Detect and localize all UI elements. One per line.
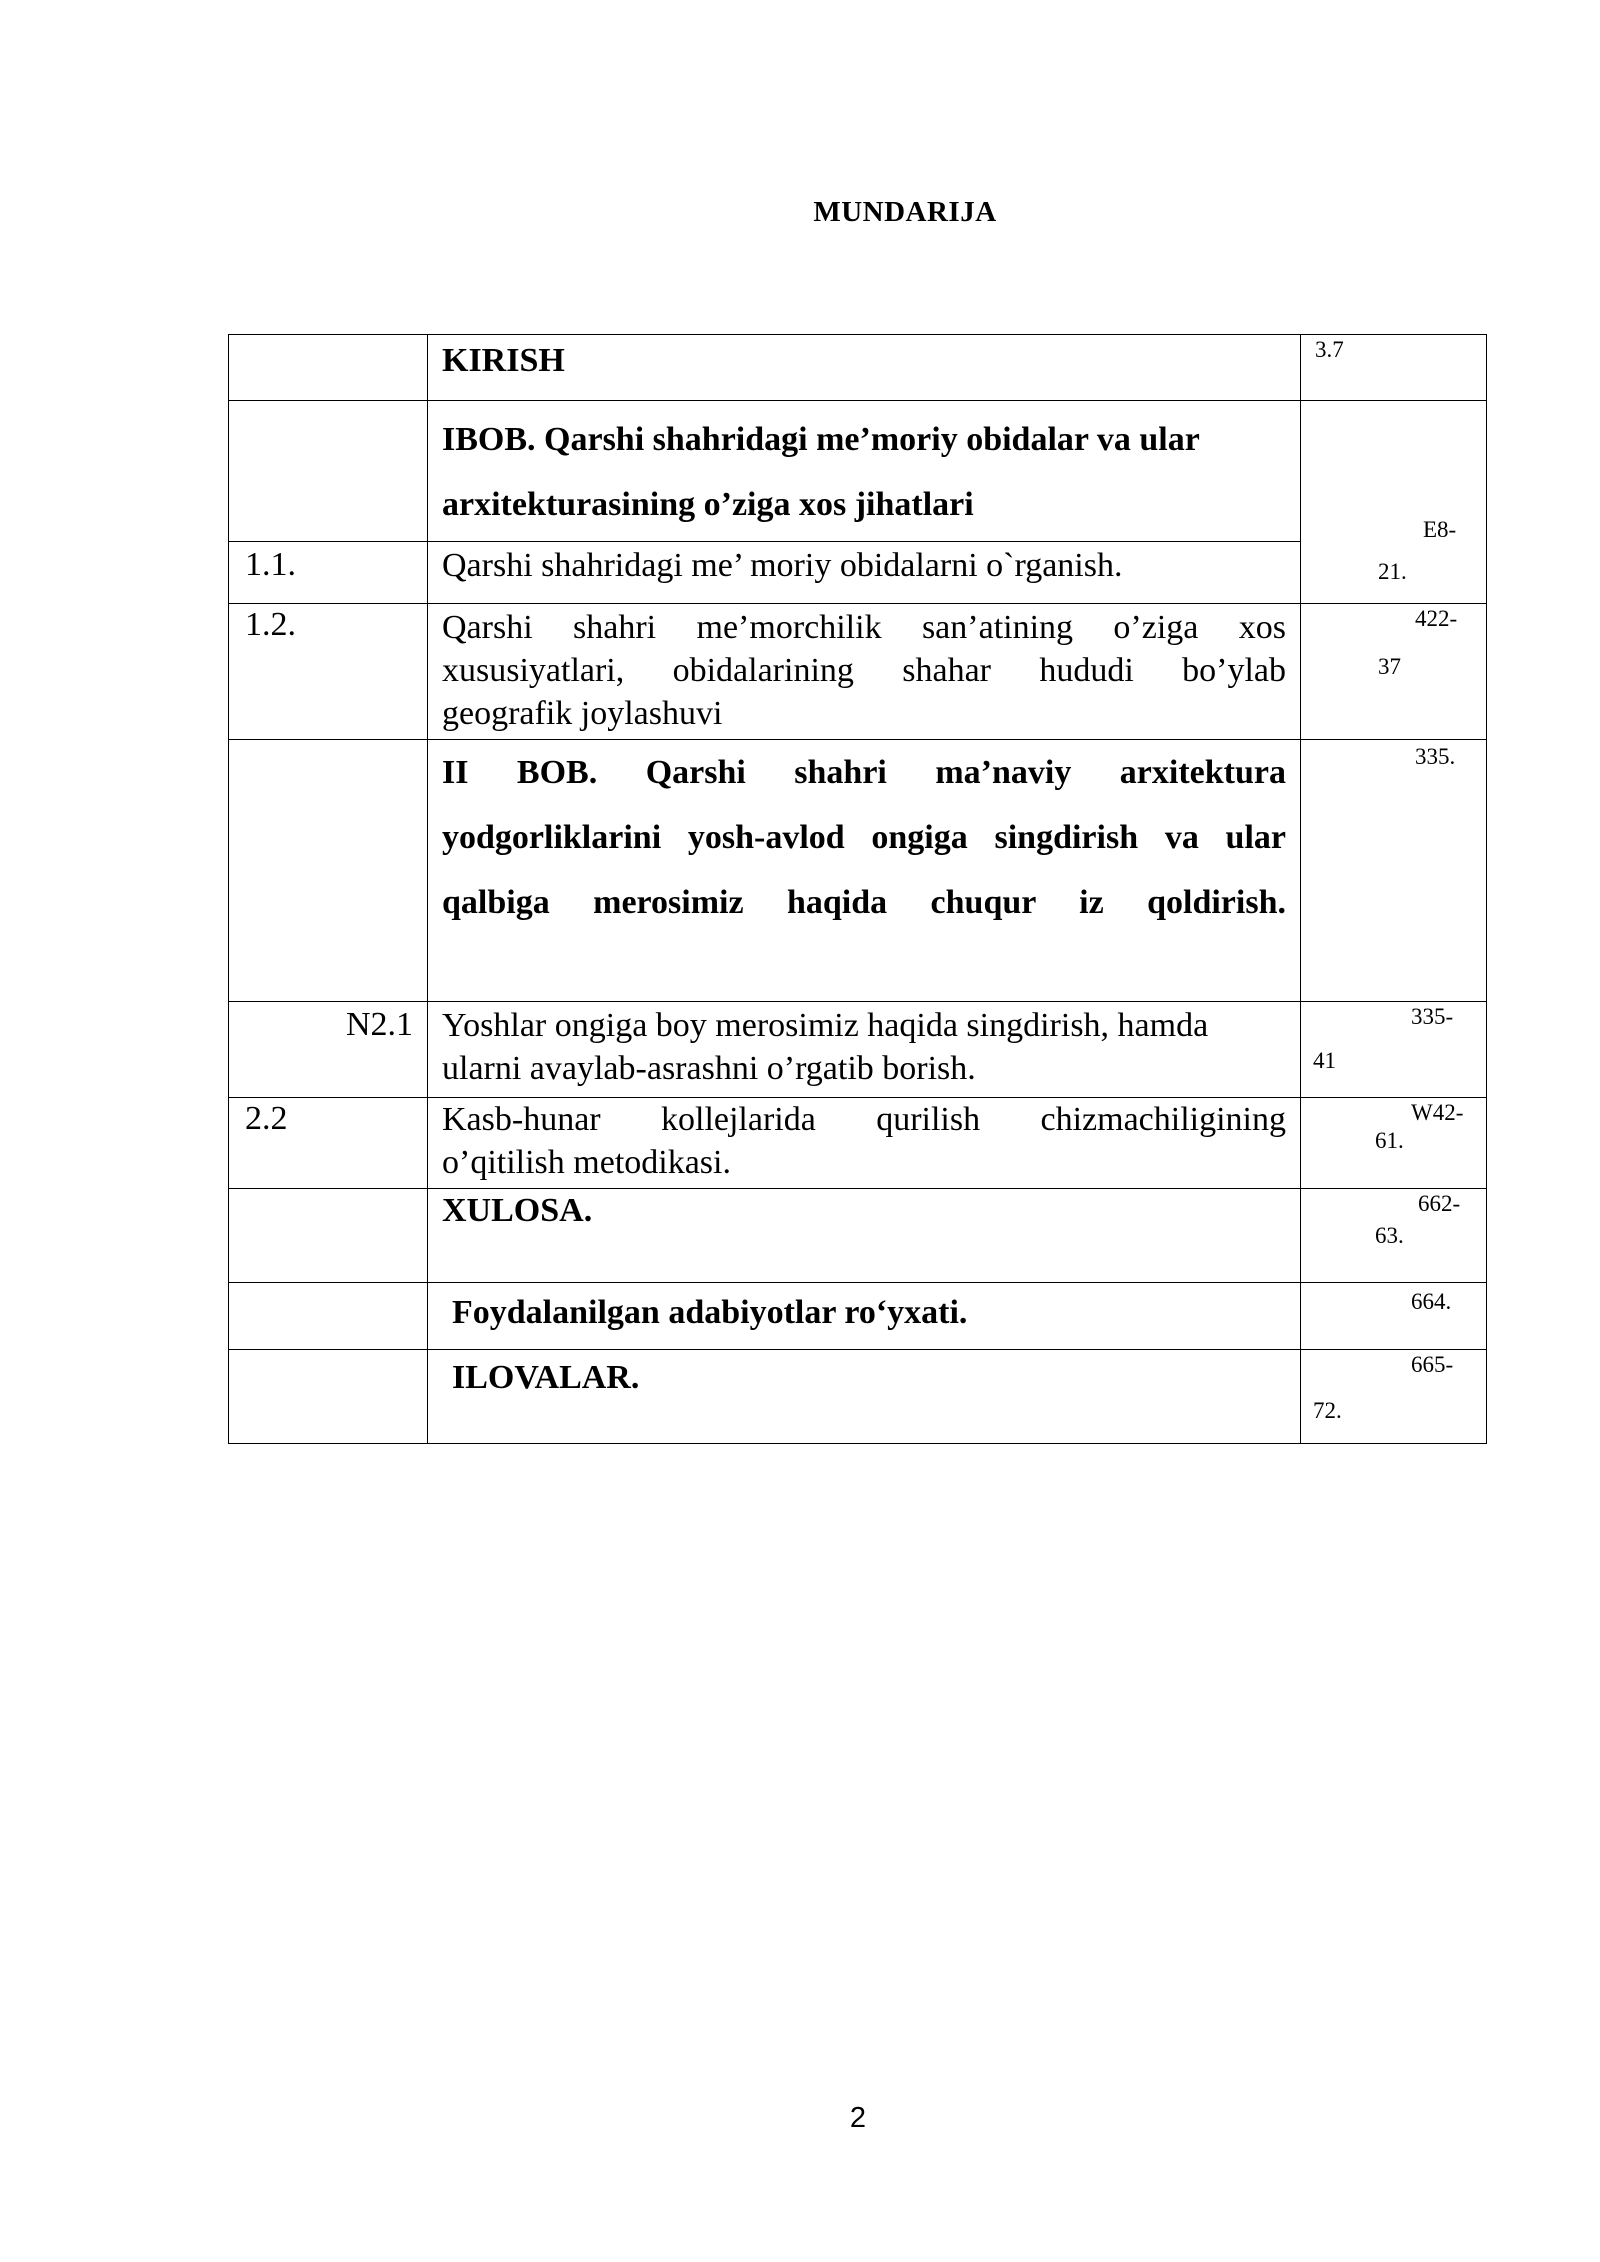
toc-row-references xyxy=(229,1283,1487,1350)
toc-row-1-2 xyxy=(229,604,1487,740)
page-ref-end: 72. xyxy=(1313,1398,1342,1423)
toc-page-cell xyxy=(1301,1350,1487,1444)
toc-number-cell xyxy=(229,1189,428,1283)
toc-number-cell: 1.1. xyxy=(229,542,428,604)
page-ref-end: 37 xyxy=(1378,654,1401,679)
page-ref-end: 63. xyxy=(1375,1223,1404,1248)
toc-title-cell: Yoshlar ongiga boy merosimiz haqida singdirish, hamda ularni avaylab-asrashni o’rgatib borish. xyxy=(428,1002,1301,1098)
page-ref-start: 335- xyxy=(1411,1004,1454,1029)
toc-number-cell xyxy=(229,1283,428,1350)
page-ref: 3.7 xyxy=(1315,337,1344,362)
toc-row-kirish xyxy=(229,335,1487,401)
toc-title-cell: Foydalanilgan adabiyotlar ro‘yxati. xyxy=(428,1283,1301,1350)
page-ref: 664. xyxy=(1411,1289,1452,1314)
toc-title-cell: Qarshi shahri me’morchilik san’atining o’ziga xos xususiyatlari, obidalarining shahar hududi bo’ylab geografik joylashuvi xyxy=(428,604,1301,740)
toc-number-cell xyxy=(229,1350,428,1444)
toc-page-cell xyxy=(1301,1189,1487,1283)
toc-title-cell: ILOVALAR. xyxy=(428,1350,1301,1444)
toc-row-2-1 xyxy=(229,1002,1487,1098)
toc-title-cell: IBOB. Qarshi shahridagi me’moriy obidalar va ular arxitekturasining o’ziga xos jihatlari xyxy=(428,401,1301,542)
toc-page-cell xyxy=(1301,740,1487,1002)
toc-title-cell: Qarshi shahridagi me’ moriy obidalarni o`rganish. xyxy=(428,542,1301,604)
toc-title-cell: Kasb-hunar kollejlarida qurilish chizmachiligining o’qitilish metodikasi. xyxy=(428,1098,1301,1189)
toc-page-cell xyxy=(1301,335,1487,401)
toc-row-appendices xyxy=(229,1350,1487,1444)
toc-title-cell: II BOB. Qarshi shahri ma’naviy arxitektura yodgorliklarini yosh-avlod ongiga singdirish va ular qalbiga merosimiz haqida chuqur iz qoldirish. xyxy=(428,740,1301,1002)
toc-page-cell xyxy=(1301,1098,1487,1189)
toc-number-cell xyxy=(229,335,428,401)
toc-page-cell xyxy=(1301,1283,1487,1350)
page-ref-end: 21. xyxy=(1378,559,1407,584)
toc-row-1-1 xyxy=(229,542,1487,604)
toc-heading: MUNDARIJA xyxy=(813,196,997,228)
page-ref-start: 422- xyxy=(1415,606,1458,631)
toc-number-cell: 2.2 xyxy=(229,1098,428,1189)
page-ref-start: 665- xyxy=(1411,1352,1454,1377)
page-ref-start: E8- xyxy=(1423,517,1457,542)
toc-page-cell xyxy=(1301,401,1487,604)
page-ref: 335. xyxy=(1415,744,1456,769)
toc-number-cell xyxy=(229,740,428,1002)
page-ref-start: W42- xyxy=(1411,1100,1464,1125)
toc-title-cell: XULOSA. xyxy=(428,1189,1301,1283)
page-ref-end: 41 xyxy=(1313,1048,1336,1073)
toc-number-cell: N2.1 xyxy=(229,1002,428,1098)
toc-row-conclusion xyxy=(229,1189,1487,1283)
toc-number-cell xyxy=(229,401,428,542)
toc-number-cell: 1.2. xyxy=(229,604,428,740)
toc-page-cell xyxy=(1301,1002,1487,1098)
toc-row-2-2 xyxy=(229,1098,1487,1189)
page-ref-start: 662- xyxy=(1418,1191,1461,1216)
page-number: 2 xyxy=(849,2102,867,2134)
toc-title-cell: KIRISH xyxy=(428,335,1301,401)
toc-row-chapter-2 xyxy=(229,740,1487,1002)
page-ref-end: 61. xyxy=(1375,1128,1404,1153)
toc-page-cell xyxy=(1301,604,1487,740)
table-of-contents xyxy=(228,334,1487,1444)
toc-row-chapter-1 xyxy=(229,401,1487,542)
